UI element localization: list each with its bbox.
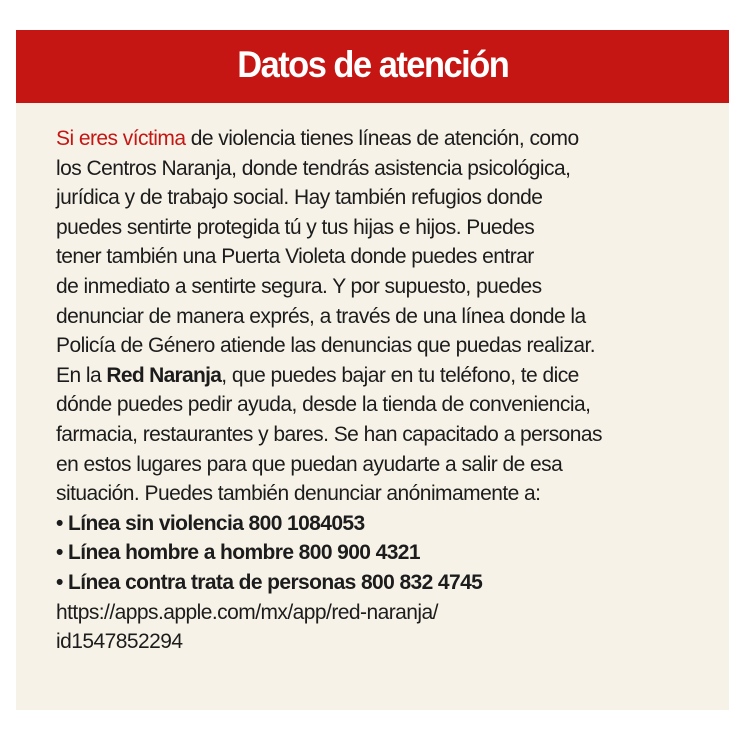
body-line-text: , que puedes bajar en tu teléfono, te dice [221, 363, 579, 387]
body-line: tener también una Puerta Violeta donde puedes entrar [56, 245, 534, 269]
card-header [16, 30, 729, 103]
body-line: Policía de Género atiende las denuncias que puedas realizar. [56, 334, 596, 358]
app-link-line: https://apps.apple.com/mx/app/red-naranja/ [56, 600, 438, 624]
body-line: de inmediato a sentirte segura. Y por supuesto, puedes [56, 274, 542, 298]
body-line: los Centros Naranja, donde tendrás asistencia psicológica, [56, 156, 571, 180]
body-line-text: En la [56, 363, 107, 387]
body-line [56, 124, 726, 154]
body-line: puedes sentirte protegida tú y tus hijas e hijos. Puedes [56, 215, 535, 239]
hotline-sin-violencia: • Línea sin violencia 800 1084053 [56, 511, 365, 535]
red-naranja-emphasis: Red Naranja [106, 363, 222, 387]
accent-phrase: Si eres víctima [56, 127, 186, 150]
body-line: farmacia, restaurantes y bares. Se han capacitado a personas [56, 422, 602, 446]
body-line: situación. Puedes también denunciar anónimamente a: [56, 482, 541, 506]
hotline-hombre-a-hombre: • Línea hombre a hombre 800 900 4321 [56, 541, 420, 565]
card-body [56, 124, 726, 657]
body-line: dónde puedes pedir ayuda, desde la tienda de conveniencia, [56, 393, 591, 417]
info-card [16, 30, 729, 710]
body-line: jurídica y de trabajo social. Hay también refugios donde [56, 186, 543, 210]
card-title: Datos de atención [236, 43, 509, 85]
body-line: en estos lugares para que puedan ayudarte a salir de esa [56, 452, 563, 476]
body-line [56, 361, 726, 391]
app-link-line: id1547852294 [56, 630, 183, 654]
body-line-text: de violencia tienes líneas de atención, como [185, 127, 579, 150]
body-line: denunciar de manera exprés, a través de una línea donde la [56, 304, 586, 328]
hotline-trata-de-personas: • Línea contra trata de personas 800 832 4745 [56, 570, 483, 594]
